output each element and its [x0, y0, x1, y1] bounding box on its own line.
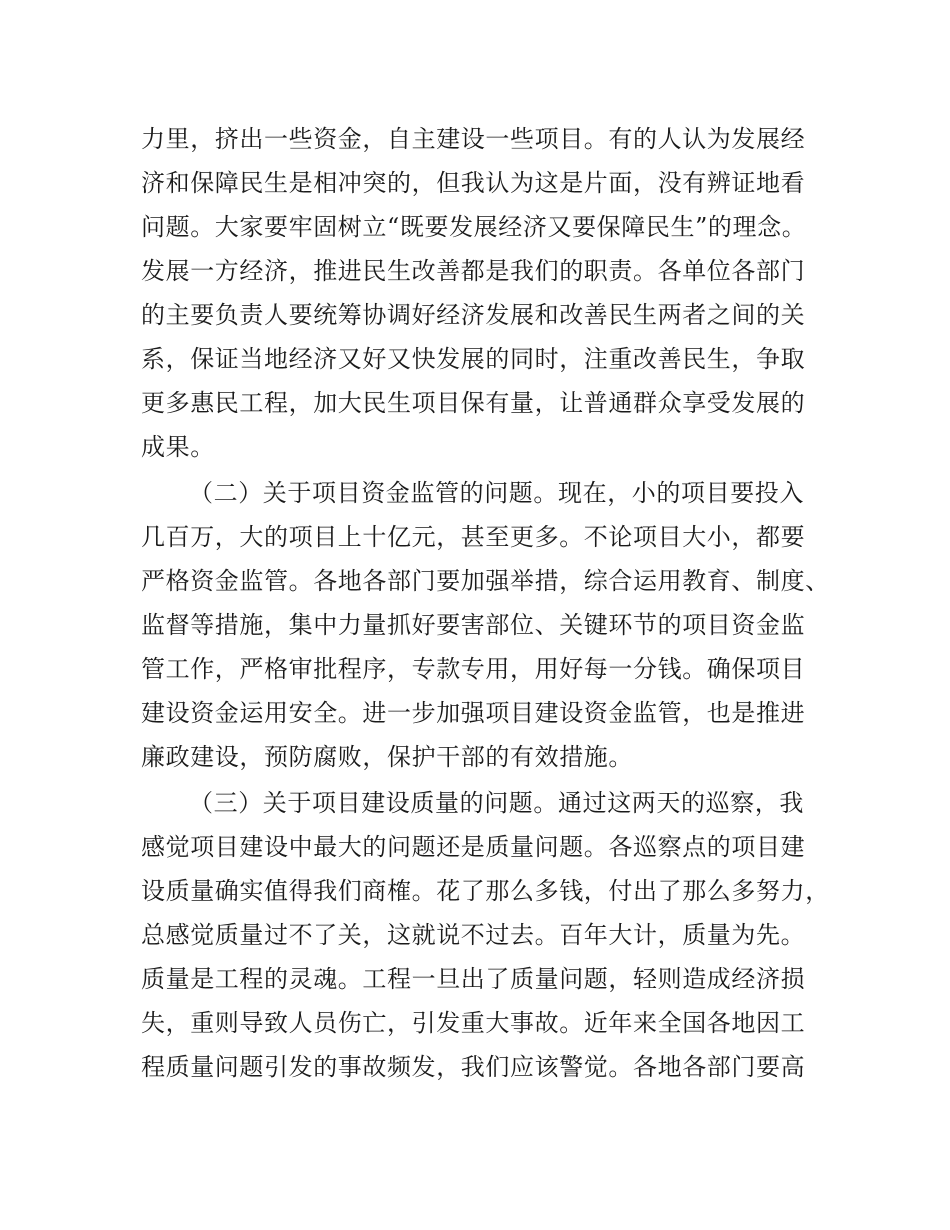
paragraph-1-line-1: 力里，挤出一些资金，自主建设一些项目。有的人认为发展经	[141, 125, 806, 153]
paragraph-2-line-5: 管工作，严格审批程序，专款专用，用好每一分钱。确保项目	[141, 655, 806, 683]
paragraph-1-line-6: 系，保证当地经济又好又快发展的同时，注重改善民生，争取	[141, 345, 806, 373]
paragraph-3-line-1: （三）关于项目建设质量的问题。通过这两天的巡察，我	[189, 789, 804, 817]
paragraph-2-line-3: 严格资金监管。各地各部门要加强举措，综合运用教育、制度、	[141, 567, 830, 595]
paragraph-3-line-4: 总感觉质量过不了关，这就说不过去。百年大计，质量为先。	[141, 921, 806, 949]
paragraph-1-line-8: 成果。	[141, 433, 215, 461]
paragraph-2-line-6: 建设资金运用安全。进一步加强项目建设资金监管，也是推进	[141, 699, 806, 727]
paragraph-1-line-4: 发展一方经济，推进民生改善都是我们的职责。各单位各部门	[141, 257, 806, 285]
paragraph-2-line-4: 监督等措施，集中力量抓好要害部位、关键环节的项目资金监	[141, 611, 806, 639]
paragraph-3-line-3: 设质量确实值得我们商榷。花了那么多钱，付出了那么多努力，	[141, 877, 830, 905]
paragraph-1-line-7: 更多惠民工程，加大民生项目保有量，让普通群众享受发展的	[141, 389, 806, 417]
paragraph-3-line-6: 失，重则导致人员伤亡，引发重大事故。近年来全国各地因工	[141, 1009, 806, 1037]
paragraph-3-line-5: 质量是工程的灵魂。工程一旦出了质量问题，轻则造成经济损	[141, 965, 806, 993]
paragraph-3-line-7: 程质量问题引发的事故频发，我们应该警觉。各地各部门要高	[141, 1053, 806, 1081]
paragraph-1-line-2: 济和保障民生是相冲突的，但我认为这是片面，没有辨证地看	[141, 169, 806, 197]
paragraph-2-line-7: 廉政建设，预防腐败，保护干部的有效措施。	[141, 743, 633, 771]
paragraph-1-line-5: 的主要负责人要统筹协调好经济发展和改善民生两者之间的关	[141, 301, 806, 329]
paragraph-1-line-3: 问题。大家要牢固树立“既要发展经济又要保障民生”的理念。	[141, 213, 807, 241]
paragraph-2-line-2: 几百万，大的项目上十亿元，甚至更多。不论项目大小，都要	[141, 523, 806, 551]
paragraph-3-line-2: 感觉项目建设中最大的问题还是质量问题。各巡察点的项目建	[141, 833, 806, 861]
paragraph-2-line-1: （二）关于项目资金监管的问题。现在，小的项目要投入	[189, 479, 804, 507]
